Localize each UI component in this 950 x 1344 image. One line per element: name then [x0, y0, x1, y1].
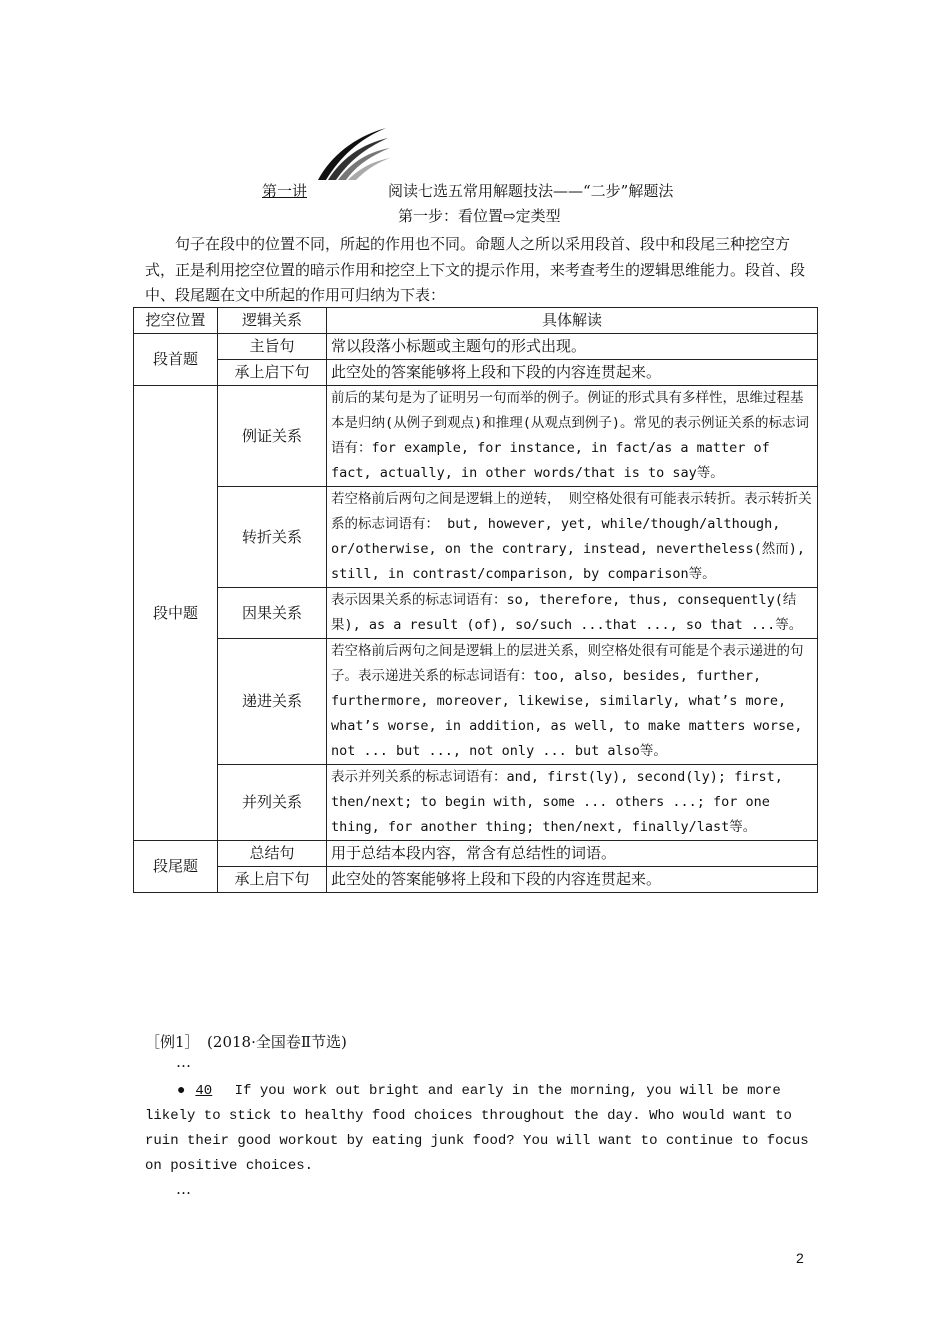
intro-paragraph	[145, 232, 813, 309]
ellipsis-after: …	[176, 1180, 191, 1198]
desc-cell: 常以段落小标题或主题句的形式出现。	[327, 334, 818, 360]
relation-cell: 例证关系	[218, 386, 327, 487]
relation-cell: 总结句	[218, 841, 327, 867]
page-number: 2	[796, 1250, 804, 1266]
bullet-icon: ●	[177, 1083, 186, 1099]
group-last: 段尾题	[134, 841, 218, 893]
table-row	[134, 639, 818, 765]
desc-cell: 用于总结本段内容，常含有总结性的词语。	[327, 841, 818, 867]
desc-cell: 表示因果关系的标志词语有：so, therefore, thus, consequently(结果), as a result (of), so/such ...that ..., so that ...等。	[327, 588, 818, 639]
example-text: If you work out bright and early in the morning, you will be more likely to stick to healthy food choices throughout the day. Who would want to ruin their good workout by eating junk food? You will want to continue to focus on positive choices.	[145, 1083, 809, 1174]
table-row	[134, 487, 818, 588]
relation-cell: 承上启下句	[218, 360, 327, 386]
relation-cell: 并列关系	[218, 765, 327, 841]
page-title: 阅读七选五常用解题技法——“二步”解题法	[388, 182, 674, 200]
blank-number: 40	[195, 1083, 213, 1099]
desc-cell: 此空处的答案能够将上段和下段的内容连贯起来。	[327, 360, 818, 386]
header-relation: 逻辑关系	[218, 308, 327, 334]
relation-cell: 因果关系	[218, 588, 327, 639]
position-type-table	[133, 307, 818, 893]
relation-cell: 主旨句	[218, 334, 327, 360]
swoosh-logo-icon	[312, 124, 392, 184]
desc-cell: 表示并列关系的标志词语有：and, first(ly), second(ly); first, then/next; to begin with, some ... others ...; for one thing, for another thing; then/next, finally/last等。	[327, 765, 818, 841]
relation-cell: 转折关系	[218, 487, 327, 588]
table-row	[134, 334, 818, 360]
desc-cell: 若空格前后两句之间是逻辑上的逆转， 则空格处很有可能表示转折。表示转折关系的标志词语有： but, however, yet, while/though/although, or/otherwise, on the contrary, instead, nevertheless(然而), still, in contrast/comparison, by comparison等。	[327, 487, 818, 588]
table-row	[134, 588, 818, 639]
lecture-number: 第一讲	[262, 182, 308, 200]
relation-cell: 承上启下句	[218, 867, 327, 893]
desc-cell: 若空格前后两句之间是逻辑上的层进关系，则空格处很有可能是个表示递进的句子。表示递进关系的标志词语有：too, also, besides, further, furthermore, moreover, likewise, similarly, what’s more, what’s worse, in addition, as well, to make matters worse, not ... but ..., not only ... but also等。	[327, 639, 818, 765]
table-row	[134, 867, 818, 893]
intro-text: 句子在段中的位置不同，所起的作用也不同。命题人之所以采用段首、段中和段尾三种挖空方式，正是利用挖空位置的暗示作用和挖空上下文的提示作用，来考查考生的逻辑思维能力。段首、段中、段尾题在文中所起的作用可归纳为下表：	[145, 235, 806, 304]
example-paragraph	[145, 1079, 810, 1179]
table-header-row	[134, 308, 818, 334]
group-first: 段首题	[134, 334, 218, 386]
desc-cell: 此空处的答案能够将上段和下段的内容连贯起来。	[327, 867, 818, 893]
relation-cell: 递进关系	[218, 639, 327, 765]
ellipsis-before: …	[176, 1053, 191, 1071]
group-middle: 段中题	[134, 386, 218, 841]
table-row	[134, 765, 818, 841]
table-row	[134, 841, 818, 867]
table-row	[134, 360, 818, 386]
header-explanation: 具体解读	[327, 308, 818, 334]
example-label: ［例1］ (2018·全国卷Ⅱ节选)	[145, 1033, 347, 1051]
step-heading: 第一步：看位置⇨定类型	[398, 207, 561, 225]
desc-cell: 前后的某句是为了证明另一句而举的例子。例证的形式具有多样性，思维过程基本是归纳(从例子到观点)和推理(从观点到例子)。常见的表示例证关系的标志词语有：for example, for instance, in fact/as a matter of fact, actually, in other words/that is to say等。	[327, 386, 818, 487]
table-row	[134, 386, 818, 487]
header-position: 挖空位置	[134, 308, 218, 334]
